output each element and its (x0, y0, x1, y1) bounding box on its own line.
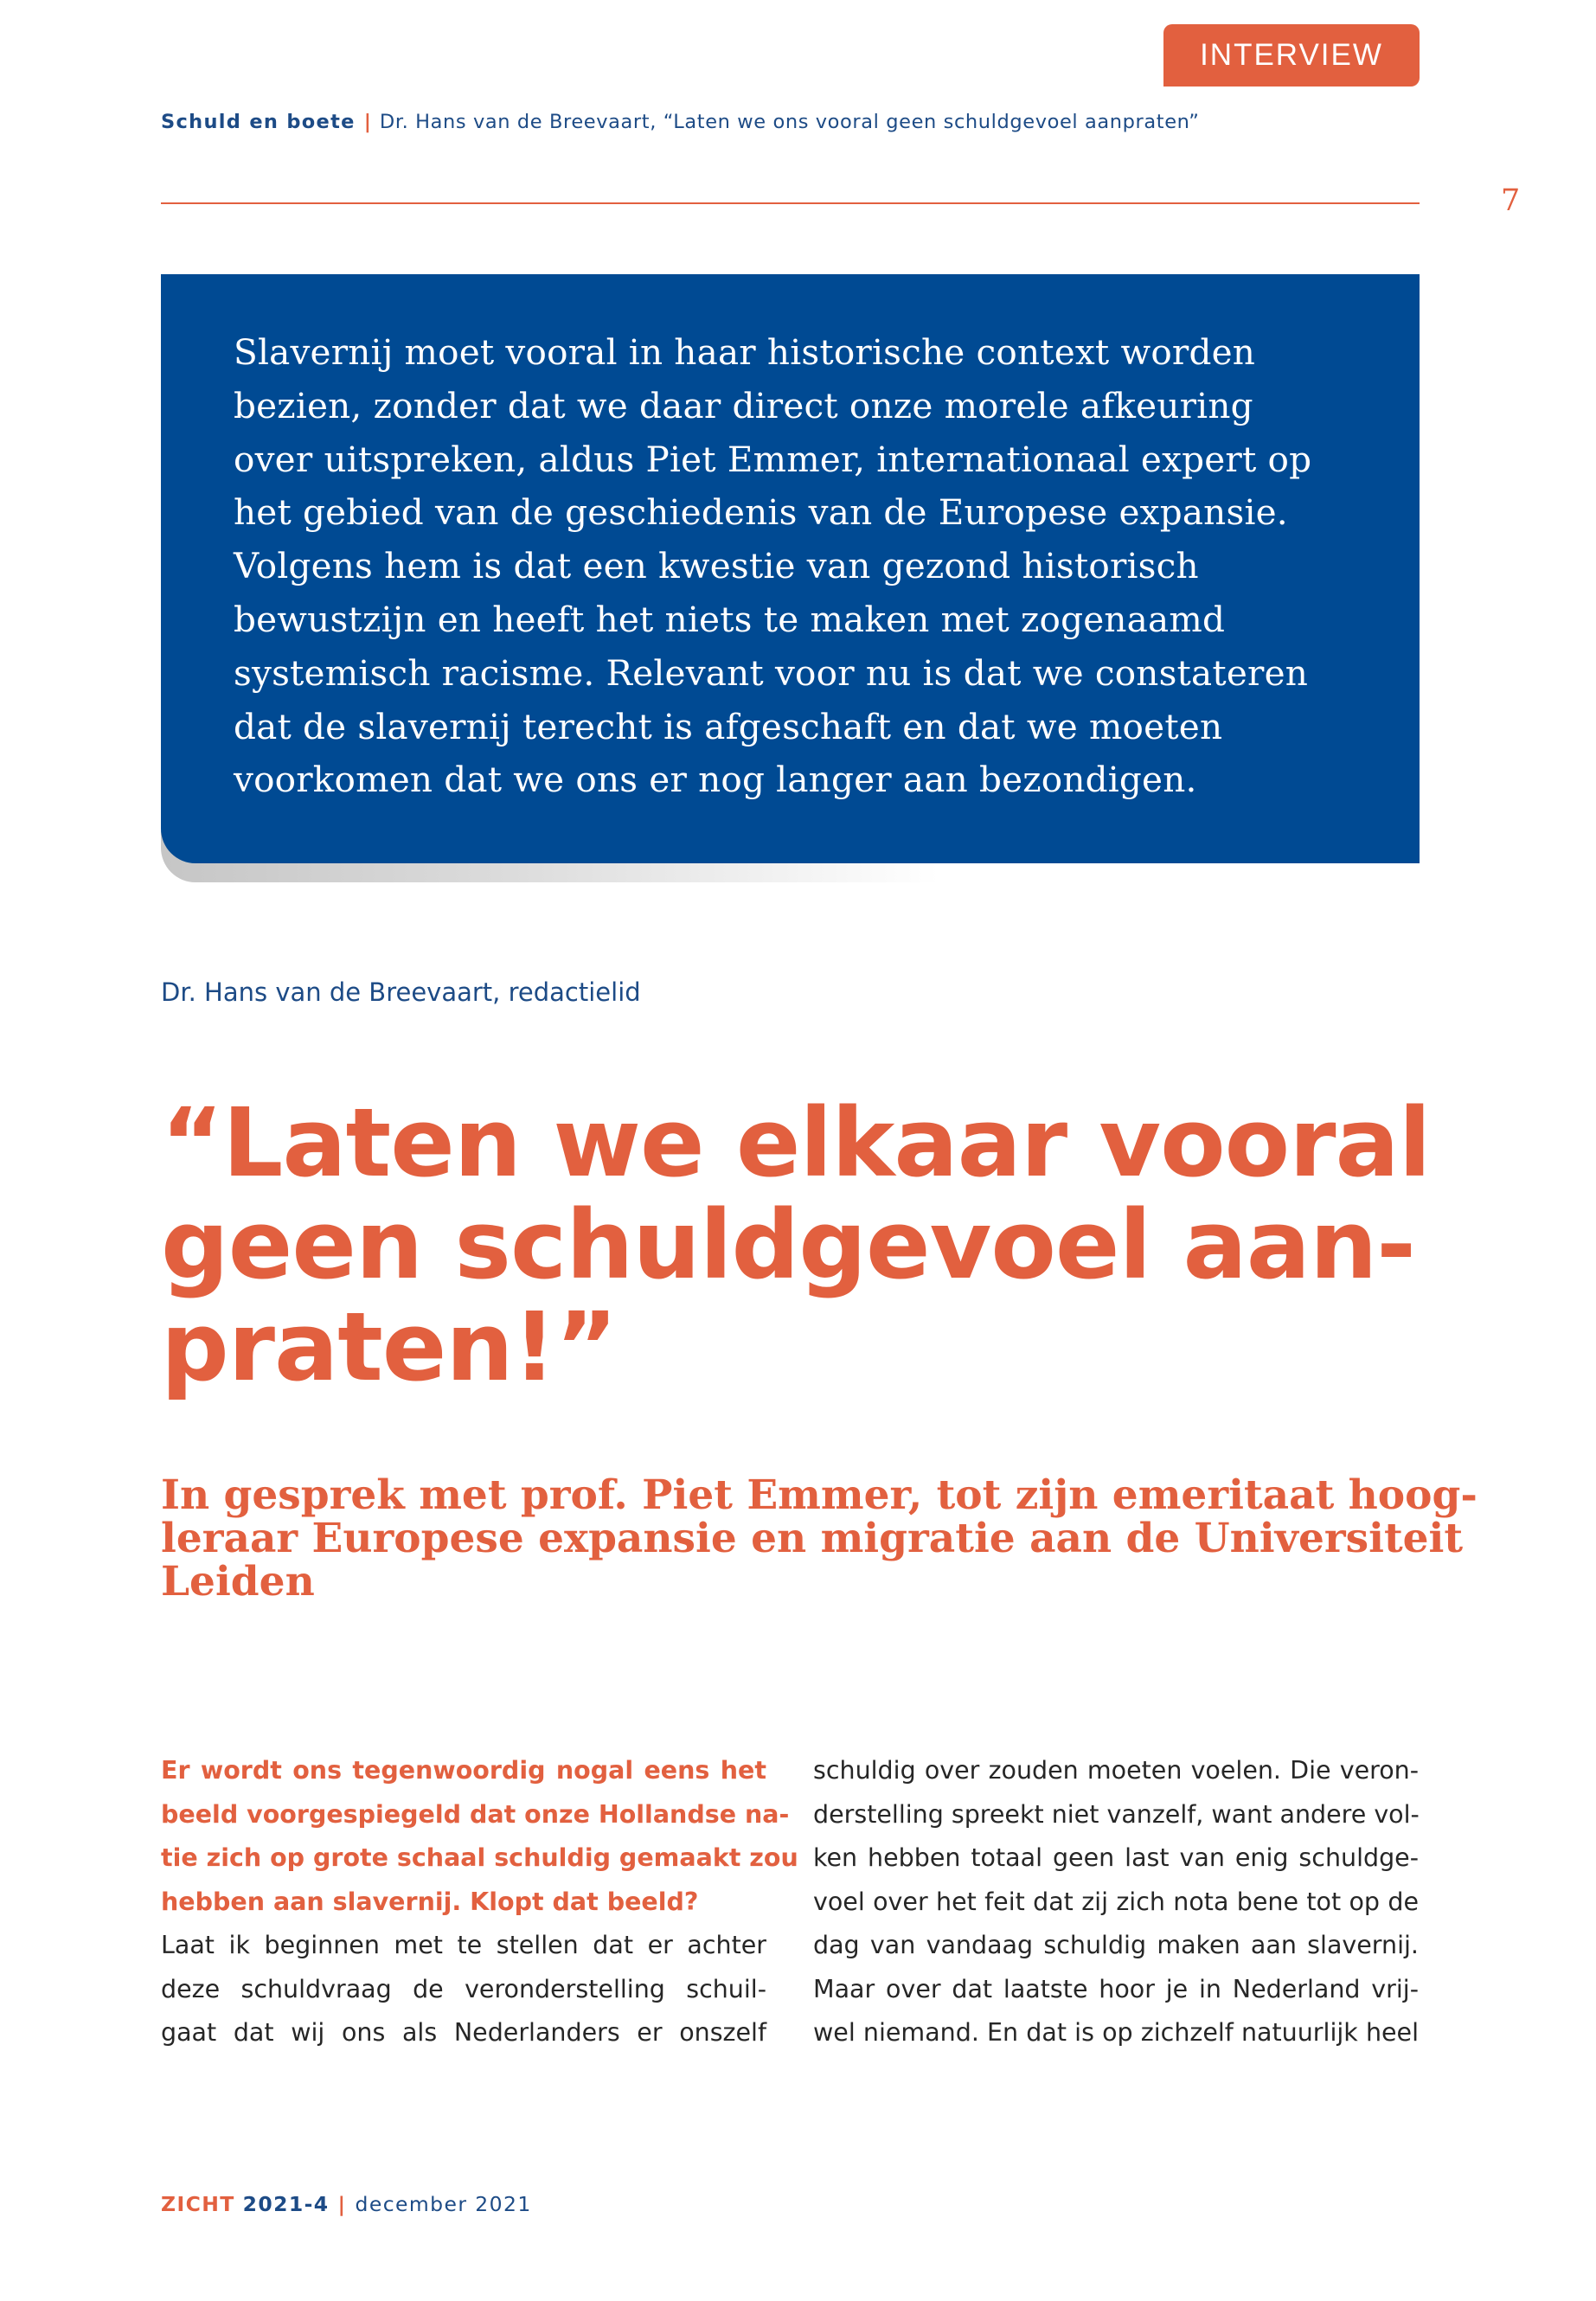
headline-line: geen schuldgevoel aan- (161, 1189, 1415, 1300)
running-header-article-title: Dr. Hans van de Breevaart, “Laten we ons vooral geen schuldgevoel aanpraten” (379, 111, 1200, 133)
subheadline-line: In gesprek met prof. Piet Emmer, tot zijn emeritaat hoog- (161, 1471, 1477, 1519)
body-line: dag van vandaag schuldig maken aan slavernij. (813, 1931, 1419, 1959)
section-tab-label: INTERVIEW (1163, 24, 1420, 87)
footer-issue: 2021-4 (242, 2192, 330, 2216)
headline-line: praten!” (161, 1292, 618, 1402)
header-divider (161, 202, 1420, 204)
running-header-section: Schuld en boete (161, 111, 356, 133)
intro-line: Slavernij moet vooral in haar historische context worden (234, 331, 1256, 373)
question-line: Er wordt ons tegenwoordig nogal eens het (161, 1756, 766, 1785)
page-number: 7 (1501, 183, 1521, 218)
body-column-right (813, 1749, 1419, 2055)
intro-line: systemisch racisme. Relevant voor nu is dat we constateren (234, 651, 1309, 694)
answer-line: gaat dat wij ons als Nederlanders er onszelf (161, 2018, 766, 2047)
byline: Dr. Hans van de Breevaart, redactielid (161, 977, 641, 1007)
body-line: wel niemand. En dat is op zichzelf natuurlijk heel (813, 2018, 1419, 2047)
footer-magazine-name: ZICHT (161, 2192, 235, 2216)
running-header-separator: | (363, 111, 371, 133)
subheadline-line: leraar Europese expansie en migratie aan de Universiteit (161, 1515, 1464, 1562)
body-line: schuldig over zouden moeten voelen. Die veron- (813, 1756, 1419, 1785)
question-line: hebben aan slavernij. Klopt dat beeld? (161, 1887, 699, 1916)
body-line: voel over het feit dat zij zich nota bene tot op de (813, 1887, 1419, 1916)
intro-line: over uitspreken, aldus Piet Emmer, internationaal expert op (234, 438, 1312, 480)
running-header (161, 111, 1200, 133)
page-footer (161, 2192, 532, 2216)
answer-line: Laat ik beginnen met te stellen dat er achter (161, 1931, 766, 1959)
intro-box (161, 274, 1420, 863)
question-line: tie zich op grote schaal schuldig gemaakt zou (161, 1843, 798, 1872)
intro-line: bewustzijn en heeft het niets te maken met zogenaamd (234, 598, 1226, 640)
intro-text (234, 326, 1350, 807)
intro-line: het gebied van de geschiedenis van de Europese expansie. (234, 491, 1288, 534)
intro-line: bezien, zonder dat we daar direct onze morele afkeuring (234, 384, 1253, 426)
subheadline-line: Leiden (161, 1558, 315, 1606)
footer-separator: | (337, 2192, 347, 2216)
body-line: ken hebben totaal geen last van enig schuldge- (813, 1843, 1419, 1872)
question-line: beeld voorgespiegeld dat onze Hollandse na- (161, 1799, 790, 1829)
body-line: Maar over dat laatste hoor je in Nederland vrij- (813, 1974, 1419, 2003)
intro-line: Volgens hem is dat een kwestie van gezond historisch (234, 545, 1199, 587)
article-headline (161, 1087, 1431, 1402)
intro-line: voorkomen dat we ons er nog langer aan bezondigen. (234, 759, 1197, 801)
body-column-left (161, 1749, 798, 2055)
answer-line: deze schuldvraag de veronderstelling schuil- (161, 1974, 766, 2003)
footer-date: december 2021 (355, 2192, 532, 2216)
interview-answer (161, 1924, 766, 2055)
body-line: derstelling spreekt niet vanzelf, want andere vol- (813, 1799, 1420, 1829)
intro-line: dat de slavernij terecht is afgeschaft en dat we moeten (234, 705, 1223, 747)
article-subheadline (161, 1471, 1477, 1606)
interview-question (161, 1749, 798, 1924)
headline-line: “Laten we elkaar vooral (161, 1087, 1431, 1198)
